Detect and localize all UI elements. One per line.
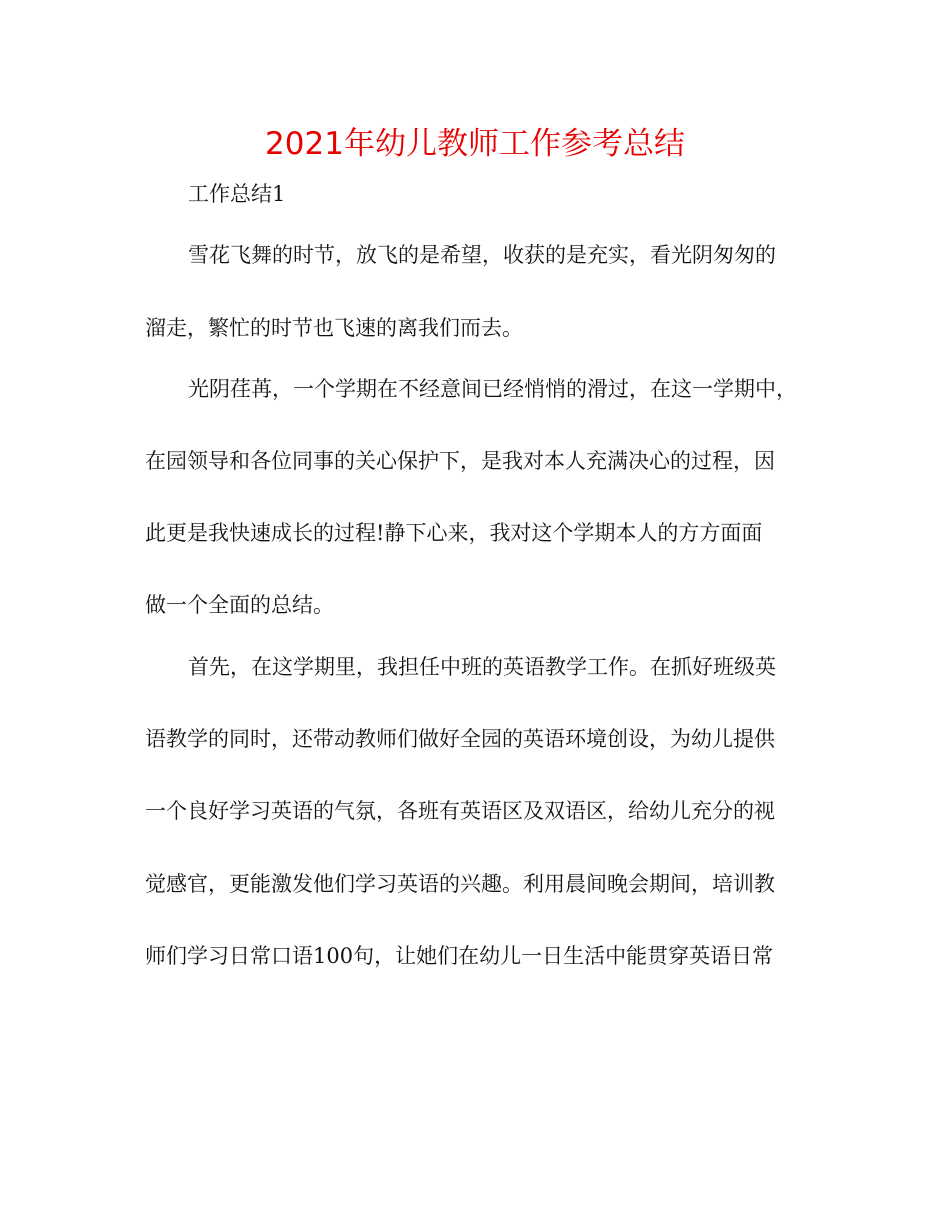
document-title: 2021年幼儿教师工作参考总结 — [265, 126, 685, 162]
section-heading: 工作总结1 — [188, 182, 286, 206]
paragraph-line: 语教学的同时，还带动教师们做好全园的英语环境创设，为幼儿提供 — [145, 727, 775, 751]
paragraph-line: 在园领导和各位同事的关心保护下，是我对本人充满决心的过程，因 — [145, 449, 775, 473]
paragraph-line: 觉感官，更能激发他们学习英语的兴趣。利用晨间晚会期间，培训教 — [145, 872, 775, 896]
paragraph-line: 师们学习日常口语100句，让她们在幼儿一日生活中能贯穿英语日常 — [145, 944, 774, 968]
paragraph-line: 此更是我快速成长的过程!静下心来，我对这个学期本人的方方面面 — [145, 521, 763, 545]
paragraph-line: 做一个全面的总结。 — [145, 593, 334, 617]
paragraph-line: 光阴荏苒，一个学期在不经意间已经悄悄的滑过，在这一学期中， — [188, 377, 797, 401]
paragraph-line: 溜走，繁忙的时节也飞速的离我们而去。 — [145, 316, 523, 340]
paragraph-line: 首先，在这学期里，我担任中班的英语教学工作。在抓好班级英 — [188, 655, 776, 679]
paragraph-line: 雪花飞舞的时节，放飞的是希望，收获的是充实，看光阴匆匆的 — [188, 243, 776, 267]
paragraph-line: 一个良好学习英语的气氛，各班有英语区及双语区，给幼儿充分的视 — [145, 799, 775, 823]
